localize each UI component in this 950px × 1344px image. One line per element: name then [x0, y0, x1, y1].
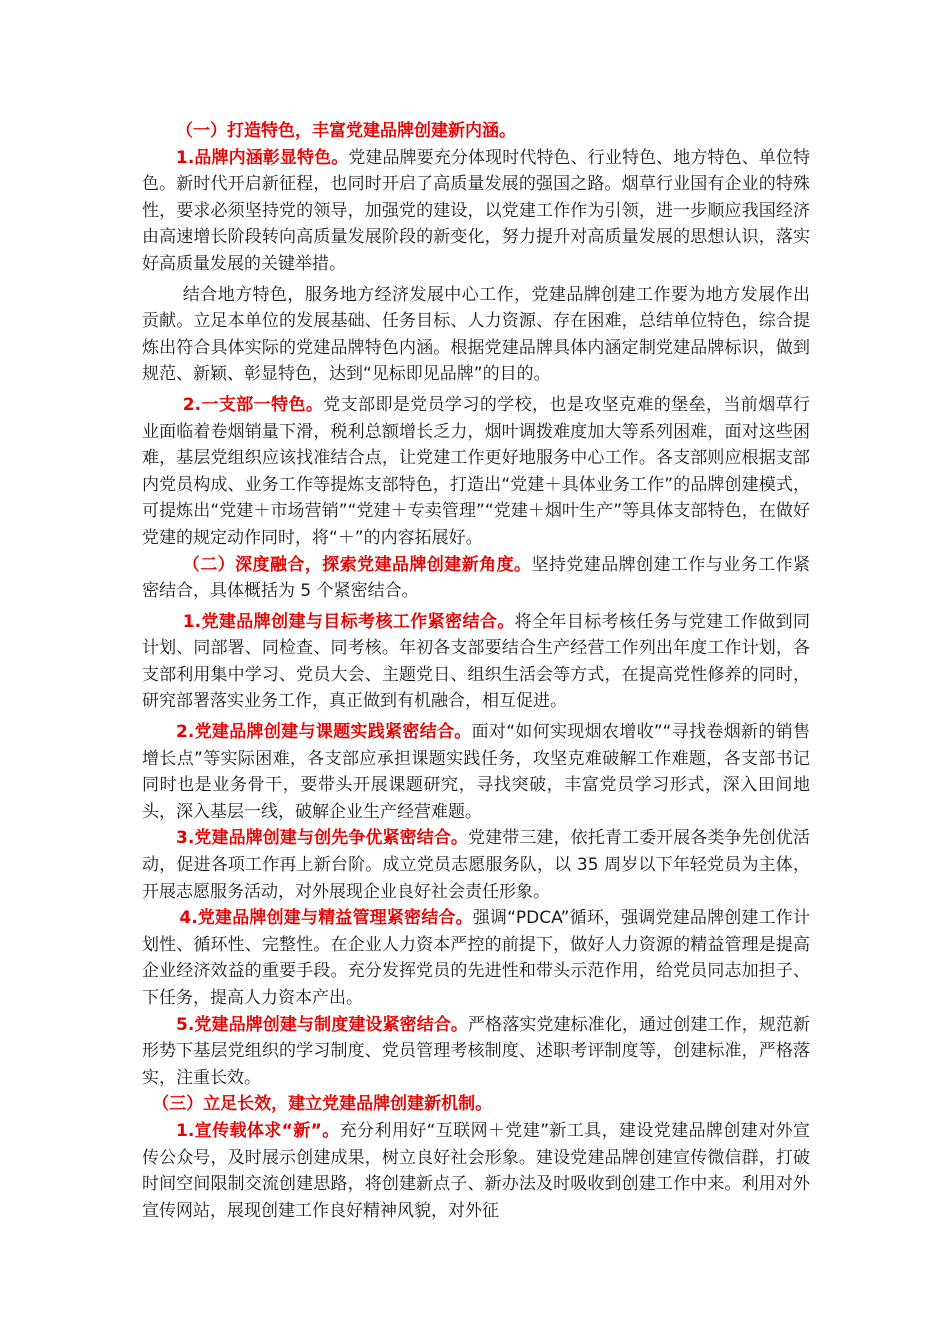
section-2-heading: （二）深度融合，探索党建品牌创建新角度。 — [182, 554, 532, 575]
item-2-2-body: 面对“如何实现烟农增收”“寻找卷烟新的销售增长点”等实际困难，各支部应承担课题实践任务，攻坚克难破解工作难题，各支部书记同时也是业务骨干，要带头开展课题研究，寻找突破，丰富党员学习形式，深入田间地头，深入基层一线，破解企业生产经营难题。 — [142, 722, 810, 822]
document-body — [142, 118, 810, 1224]
item-2-3-title: 3.党建品牌创建与创先争优紧密结合。 — [176, 828, 469, 849]
item-2-5-body: 严格落实党建标准化，通过创建工作，规范新形势下基层党组织的学习制度、党员管理考核制度、述职考评制度等，创建标准，严格落实，注重长效。 — [142, 1014, 811, 1088]
item-1-1-title: 1.品牌内涵彰显特色。 — [176, 147, 349, 168]
item-2-1-body: 将全年目标考核任务与党建工作做到同计划、同部署、同检查、同考核。年初各支部要结合生产经营工作列出年度工作计划，各支部利用集中学习、党员大会、主题党日、组织生活会等方式，在提高党性修养的同时，研究部署落实业务工作，真正做到有机融合，相互促进。 — [142, 611, 810, 712]
item-2-2-title: 2.党建品牌创建与课题实践紧密结合。 — [176, 722, 472, 743]
item-2-2-paragraph — [142, 719, 810, 825]
item-2-4-paragraph — [142, 905, 810, 1011]
item-2-5-paragraph — [142, 1012, 810, 1092]
section-3-heading — [142, 1091, 810, 1118]
item-3-1-paragraph — [142, 1118, 810, 1224]
item-1-2-title: 2.一支部一特色。 — [182, 394, 324, 415]
section-2-paragraph — [142, 552, 810, 605]
item-1-1-body: 党建品牌要充分体现时代特色、行业特色、地方特色、单位特色。新时代开启新征程，也同时开启了高质量发展的强国之路。烟草行业国有企业的特殊性，要求必须坚持党的领导，加强党的建设，以党建工作作为引领，进一步顺应我国经济由高速增长阶段转向高质量发展阶段的新变化，努力提升对高质量发展的思想认识，落实好高质量发展的关键举措。 — [142, 147, 811, 274]
item-1-2-paragraph — [142, 392, 810, 552]
item-2-5-title: 5.党建品牌创建与制度建设紧密结合。 — [176, 1014, 469, 1035]
item-2-4-body: 强调“PDCA”循环，强调党建品牌创建工作计划性、循环性、完整性。在企业人力资本严控的前提下，做好人力资源的精益管理是提高企业经济效益的重要手段。充分发挥党员的先进性和带头示范作用，给党员同志加担子、下任务，提高人力资本产出。 — [142, 908, 810, 1008]
item-3-1-body: 充分利用好“互联网＋党建”新工具，建设党建品牌创建对外宣传公众号，及时展示创建成果，树立良好社会形象。建设党建品牌创建宣传微信群，打破时间空间限制交流创建思路，将创建新点子、新办法及时吸收到创建工作中来。利用对外宣传网站，展现创建工作良好精神风貌，对外征 — [142, 1120, 810, 1221]
item-3-1-title: 1.宣传载体求“新”。 — [176, 1120, 340, 1141]
item-1-1-continuation-body: 结合地方特色，服务地方经济发展中心工作，党建品牌创建工作要为地方发展作出贡献。立足本单位的发展基础、任务目标、人力资源、存在困难，总结单位特色，综合提炼出符合具体实际的党建品牌特色内涵。根据党建品牌具体内涵定制党建品牌标识，做到规范、新颖、彰显特色，达到“见标即见品牌”的目的。 — [142, 284, 810, 385]
item-1-2-body: 党支部即是党员学习的学校，也是攻坚克难的堡垒，当前烟草行业面临着卷烟销量下滑，税利总额增长乏力，烟叶调拨难度加大等系列困难，面对这些困难，基层党组织应该找准结合点，让党建工作更好地服务中心工作。各支部则应根据支部内党员构成、业务工作等提炼支部特色，打造出“党建＋具体业务工作”的品牌创建模式，可提炼出“党建＋市场营销”“党建＋专卖管理”“党建＋烟叶生产”等具体支部特色，在做好党建的规定动作同时，将“＋”的内容拓展好。 — [142, 394, 810, 548]
section-2-body: 坚持党建品牌创建工作与业务工作紧密结合，具体概括为 5 个紧密结合。 — [142, 554, 810, 602]
item-2-3-body: 党建带三建，依托青工委开展各类争先创优活动，促进各项工作再上新台阶。成立党员志愿服务队，以 35 周岁以下年轻党员为主体，开展志愿服务活动，对外展现企业良好社会责任形象。 — [142, 828, 811, 902]
item-2-1-paragraph — [142, 609, 810, 715]
section-1-heading-text: （一）打造特色，丰富党建品牌创建新内涵。 — [176, 121, 516, 141]
item-2-3-paragraph — [142, 825, 810, 905]
item-1-1-continuation — [142, 282, 810, 388]
item-2-1-title: 1.党建品牌创建与目标考核工作紧密结合。 — [182, 611, 515, 632]
item-2-4-title: 4.党建品牌创建与精益管理紧密结合。 — [179, 908, 473, 929]
item-1-1-paragraph — [142, 145, 810, 278]
section-3-heading-text: （三）立足长效，建立党建品牌创建新机制。 — [152, 1094, 493, 1115]
section-1-heading — [142, 118, 810, 145]
